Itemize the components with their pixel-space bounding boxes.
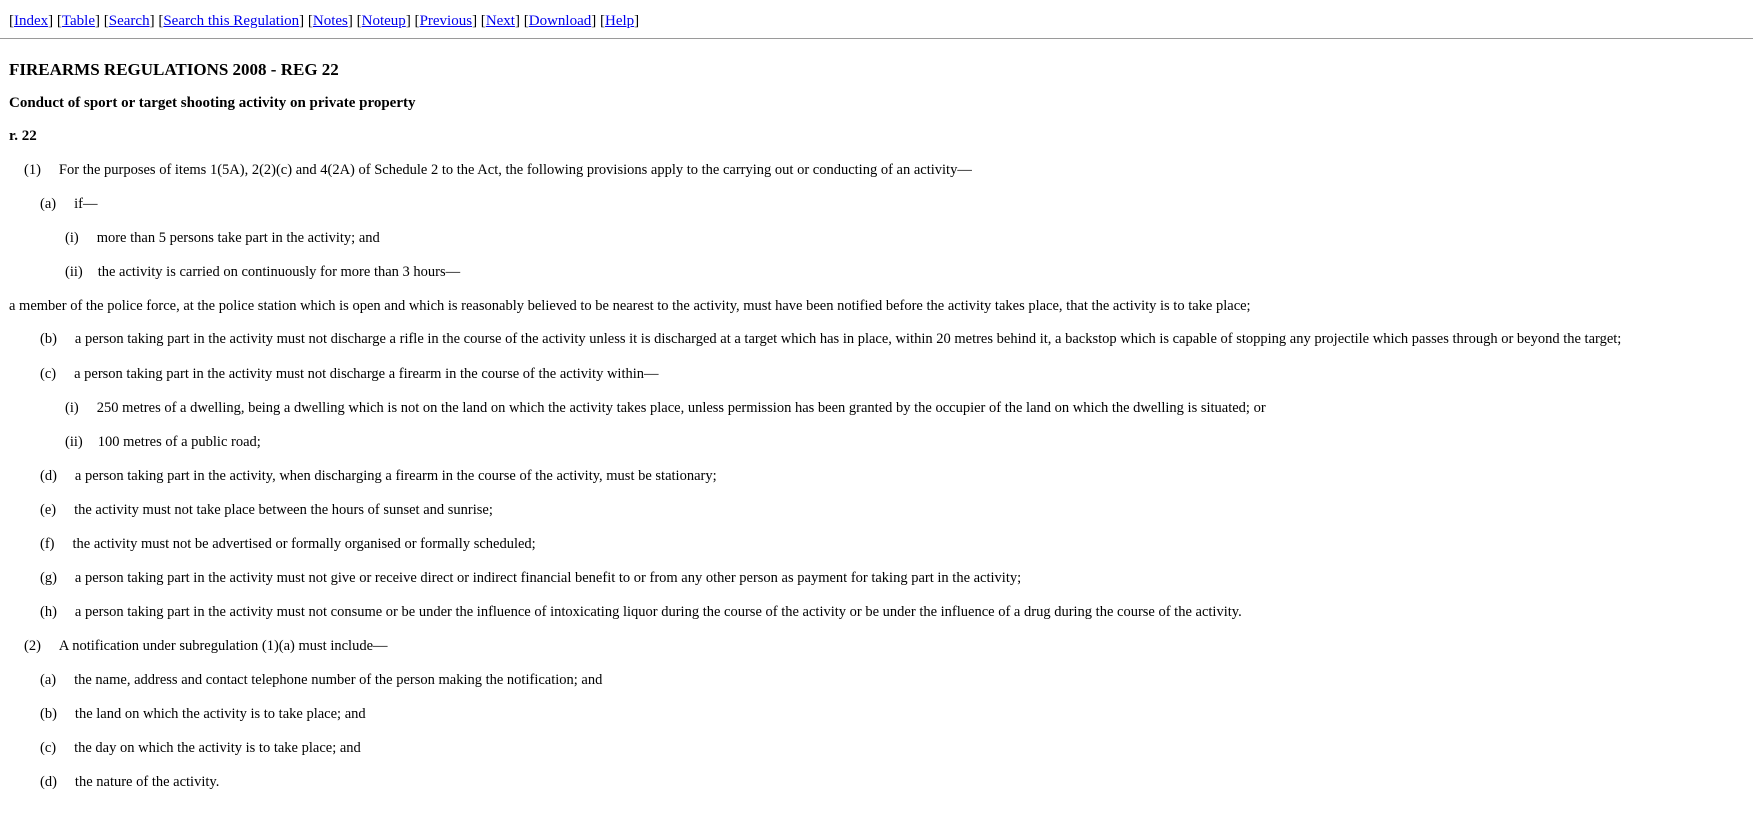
para-number: (e): [40, 502, 57, 518]
para-number: (c): [40, 366, 57, 382]
paragraph-2c: [9, 738, 1745, 758]
nav-link-search-regulation[interactable]: Search this Regulation: [163, 13, 300, 29]
subparagraph-1a-i: [9, 228, 1745, 248]
para-text: a person taking part in the activity must not discharge a rifle in the course of the activity unless it is discharged at a target which has in place, within 20 metres behind it, a backstop which is capable of stopping any projectile which passes through or beyond the target;: [74, 331, 1622, 347]
para-number: (i): [65, 400, 79, 416]
paragraph-1g: [9, 568, 1745, 588]
para-number: (a): [40, 672, 57, 688]
regulation-number: r. 22: [9, 128, 37, 144]
para-text: the activity must not be advertised or formally organised or formally scheduled;: [72, 536, 536, 552]
nav-link-next[interactable]: Next: [485, 13, 515, 29]
subregulation-1: [9, 160, 1745, 180]
para-number: (1): [24, 162, 41, 178]
nav-link-noteup[interactable]: Noteup: [361, 13, 406, 29]
para-text: the land on which the activity is to take place; and: [74, 706, 366, 722]
subparagraph-1c-i: [9, 398, 1745, 418]
nav-divider: [0, 38, 1753, 39]
subregulation-2: [9, 636, 1745, 656]
nav-link-download[interactable]: Download: [528, 13, 592, 29]
para-number: (g): [40, 570, 57, 586]
paragraph-2b: [9, 704, 1745, 724]
para-text: 100 metres of a public road;: [97, 434, 261, 450]
para-text: a person taking part in the activity must not discharge a firearm in the course of the activity within—: [74, 366, 659, 382]
para-number: (d): [40, 774, 57, 790]
para-number: (d): [40, 468, 57, 484]
para-number: (h): [40, 604, 57, 620]
para-text: a person taking part in the activity must not give or receive direct or indirect financial benefit to or from any other person as payment for taking part in the activity;: [74, 570, 1022, 586]
paragraph-1a-continuation: a member of the police force, at the police station which is open and which is reasonably believed to be nearest to the activity, must have been notified before the activity takes place, that the activity is to take place;: [9, 298, 1251, 314]
para-text: more than 5 persons take part in the activity; and: [96, 230, 380, 246]
paragraph-1a: [9, 194, 1745, 214]
paragraph-1h: [9, 602, 1745, 622]
paragraph-1f: [9, 534, 1745, 554]
para-text: if—: [74, 196, 98, 212]
paragraph-2a: [9, 670, 1745, 690]
para-text: the name, address and contact telephone number of the person making the notification; and: [74, 672, 603, 688]
nav-link-table[interactable]: Table: [61, 13, 96, 29]
subparagraph-1a-ii: [9, 262, 1745, 282]
subparagraph-1c-ii: [9, 432, 1745, 452]
para-text: 250 metres of a dwelling, being a dwelling which is not on the land on which the activity takes place, unless permission has been granted by the occupier of the land on which the dwelling is situated; or: [96, 400, 1266, 416]
nav-link-help[interactable]: Help: [604, 13, 635, 29]
para-text: a person taking part in the activity, when discharging a firearm in the course of the activity, must be stationary;: [74, 468, 717, 484]
paragraph-2d: [9, 772, 1745, 792]
regulation-heading: Conduct of sport or target shooting activity on private property: [9, 95, 416, 111]
para-number: (b): [40, 331, 57, 347]
para-text: a person taking part in the activity must not consume or be under the influence of intoxicating liquor during the course of the activity or be under the influence of a drug during the course of the activity.: [74, 604, 1242, 620]
para-text: the activity must not take place between the hours of sunset and sunrise;: [74, 502, 493, 518]
para-number: (b): [40, 706, 57, 722]
nav-link-notes[interactable]: Notes: [312, 13, 348, 29]
para-number: (2): [24, 638, 41, 654]
para-number: (c): [40, 740, 57, 756]
para-number: (a): [40, 196, 57, 212]
para-number: (ii): [65, 264, 83, 280]
nav-link-search[interactable]: Search: [108, 13, 150, 29]
paragraph-1d: [9, 466, 1745, 486]
page-title: FIREARMS REGULATIONS 2008 - REG 22: [9, 60, 339, 79]
para-text: For the purposes of items 1(5A), 2(2)(c) and 4(2A) of Schedule 2 to the Act, the following provisions apply to the carrying out or conducting of an activity—: [58, 162, 972, 178]
regulation-content: [9, 58, 1745, 806]
nav-link-previous[interactable]: Previous: [419, 13, 473, 29]
top-nav: [Index] [Table] [Search] [Search this Regulation] [Notes] [Noteup] [Previous] [Next] [Download] [Help]: [9, 13, 640, 29]
paragraph-1e: [9, 500, 1745, 520]
para-number: (i): [65, 230, 79, 246]
para-number: (f): [40, 536, 55, 552]
para-text: the nature of the activity.: [74, 774, 220, 790]
paragraph-1c: [9, 364, 1745, 384]
paragraph-1b: [9, 330, 1745, 349]
para-text: A notification under subregulation (1)(a) must include—: [58, 638, 388, 654]
para-text: the day on which the activity is to take place; and: [74, 740, 361, 756]
para-number: (ii): [65, 434, 83, 450]
para-text: the activity is carried on continuously for more than 3 hours—: [97, 264, 461, 280]
nav-link-index[interactable]: Index: [14, 13, 49, 29]
